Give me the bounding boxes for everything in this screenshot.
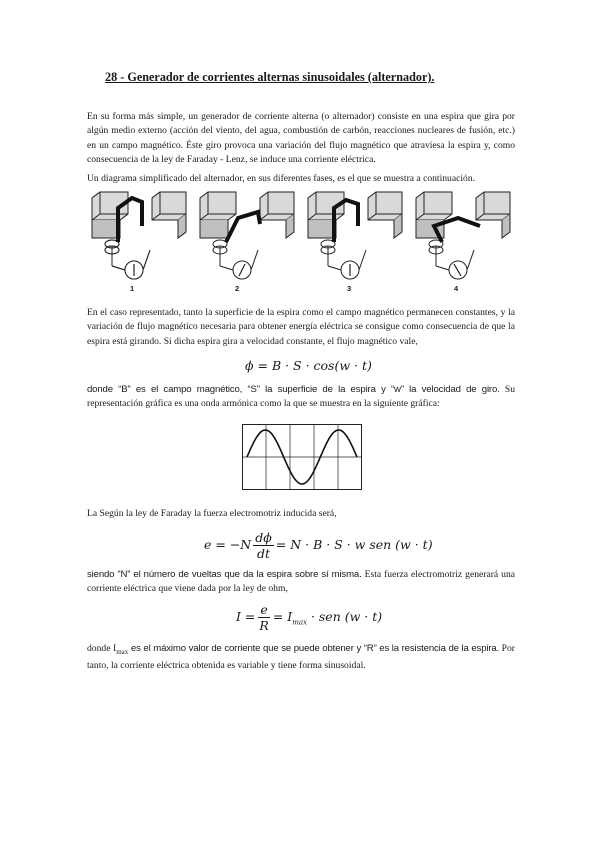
alternator-phases-diagram	[88, 190, 516, 296]
flux-equation: ϕ = B · S · cos(w · t)	[245, 358, 372, 373]
emf-denominator: dt	[256, 546, 271, 561]
phase-label: 3	[347, 284, 352, 293]
ohm-numerator: e	[260, 602, 268, 617]
phase-label: 2	[235, 284, 240, 293]
turns-continuation: Esta fuerza electromotriz generará una	[361, 569, 515, 580]
rotation-line: y la variación de flujo magnético necesaria para obtener energía eléctrica se consigue como consecuencia	[87, 307, 516, 333]
intro-line: En su forma más simple, un generador de corriente alterna (o alternador) consiste en una espira que gira	[87, 111, 500, 122]
conclusion-subscript: max	[116, 647, 129, 656]
conclusion-paragraph	[87, 642, 515, 674]
conclusion-line: tanto, la corriente eléctrica obtenida es variable y tiene forma sinusoidal.	[87, 660, 366, 672]
ohm-equation	[236, 602, 382, 633]
ohm-denominator: R	[259, 618, 269, 633]
variables-definition: donde “B” es el campo magnético, “S” la superficie de la espira y “w” la velocidad de giro.	[87, 384, 500, 395]
rotation-line: En el caso representado, tanto la superficie de la espira como el campo magnético permanecen constantes,	[87, 307, 498, 318]
intro-line: por algún medio externo (acción del viento, del agua, combustión de carbón, reacciones nucleares de	[87, 111, 515, 137]
turns-line: corriente eléctrica que viene dada por la ley de ohm,	[87, 583, 288, 595]
conclusion-start: donde I	[87, 643, 117, 654]
faraday-intro-text: La Según la ley de Faraday la fuerza electromotriz inducida será,	[87, 508, 337, 519]
intro-line: espira y, como consecuencia de la ley de Faraday - Lenz, se induce una corriente eléctrica.	[87, 139, 515, 165]
variables-continuation: Su	[499, 384, 515, 395]
emf-rhs: = N · B · S · w sen (w · t)	[275, 537, 433, 552]
sine-wave-graph	[242, 424, 362, 490]
page-title: 28 - Generador de corrientes alternas sinusoidales (alternador).	[105, 70, 435, 84]
emf-lhs: e = −N	[204, 537, 252, 552]
turns-definition: siendo “N” el número de vueltas que da la espira sobre sí misma.	[87, 569, 362, 580]
rotation-paragraph	[87, 306, 515, 349]
variables-line: representación gráfica es una onda armónica como la que se muestra en la siguiente gráfica:	[87, 398, 440, 410]
intro-line: fusión, etc.) en un campo magnético. Éste giro provoca una variación del flujo magnético que atraviesa la	[87, 125, 516, 151]
ohm-lhs: I =	[236, 609, 256, 624]
phase-label: 4	[454, 284, 459, 293]
ohm-fraction	[257, 602, 270, 633]
conclusion-continuation: Por	[499, 643, 515, 654]
variables-paragraph	[87, 383, 515, 412]
intro-paragraph	[87, 110, 515, 167]
ohm-subscript: max	[292, 618, 307, 627]
ohm-mid: = I	[272, 609, 293, 624]
turns-paragraph	[87, 568, 515, 597]
conclusion-definition: es el máximo valor de corriente que se puede obtener y “R” es la resistencia de la espira.	[128, 643, 500, 654]
emf-equation	[204, 530, 433, 561]
emf-fraction	[253, 530, 274, 561]
ohm-rhs: · sen (w · t)	[306, 609, 383, 624]
phase-label: 1	[130, 284, 135, 293]
emf-numerator: dϕ	[255, 530, 272, 545]
rotation-line: de que la espira está girando. Si dicha espira gira a velocidad constante, el flujo magnético vale,	[87, 321, 515, 347]
diagram-intro-text: Un diagrama simplificado del alternador, en sus diferentes fases, es el que se muestra a continuación.	[87, 173, 476, 184]
